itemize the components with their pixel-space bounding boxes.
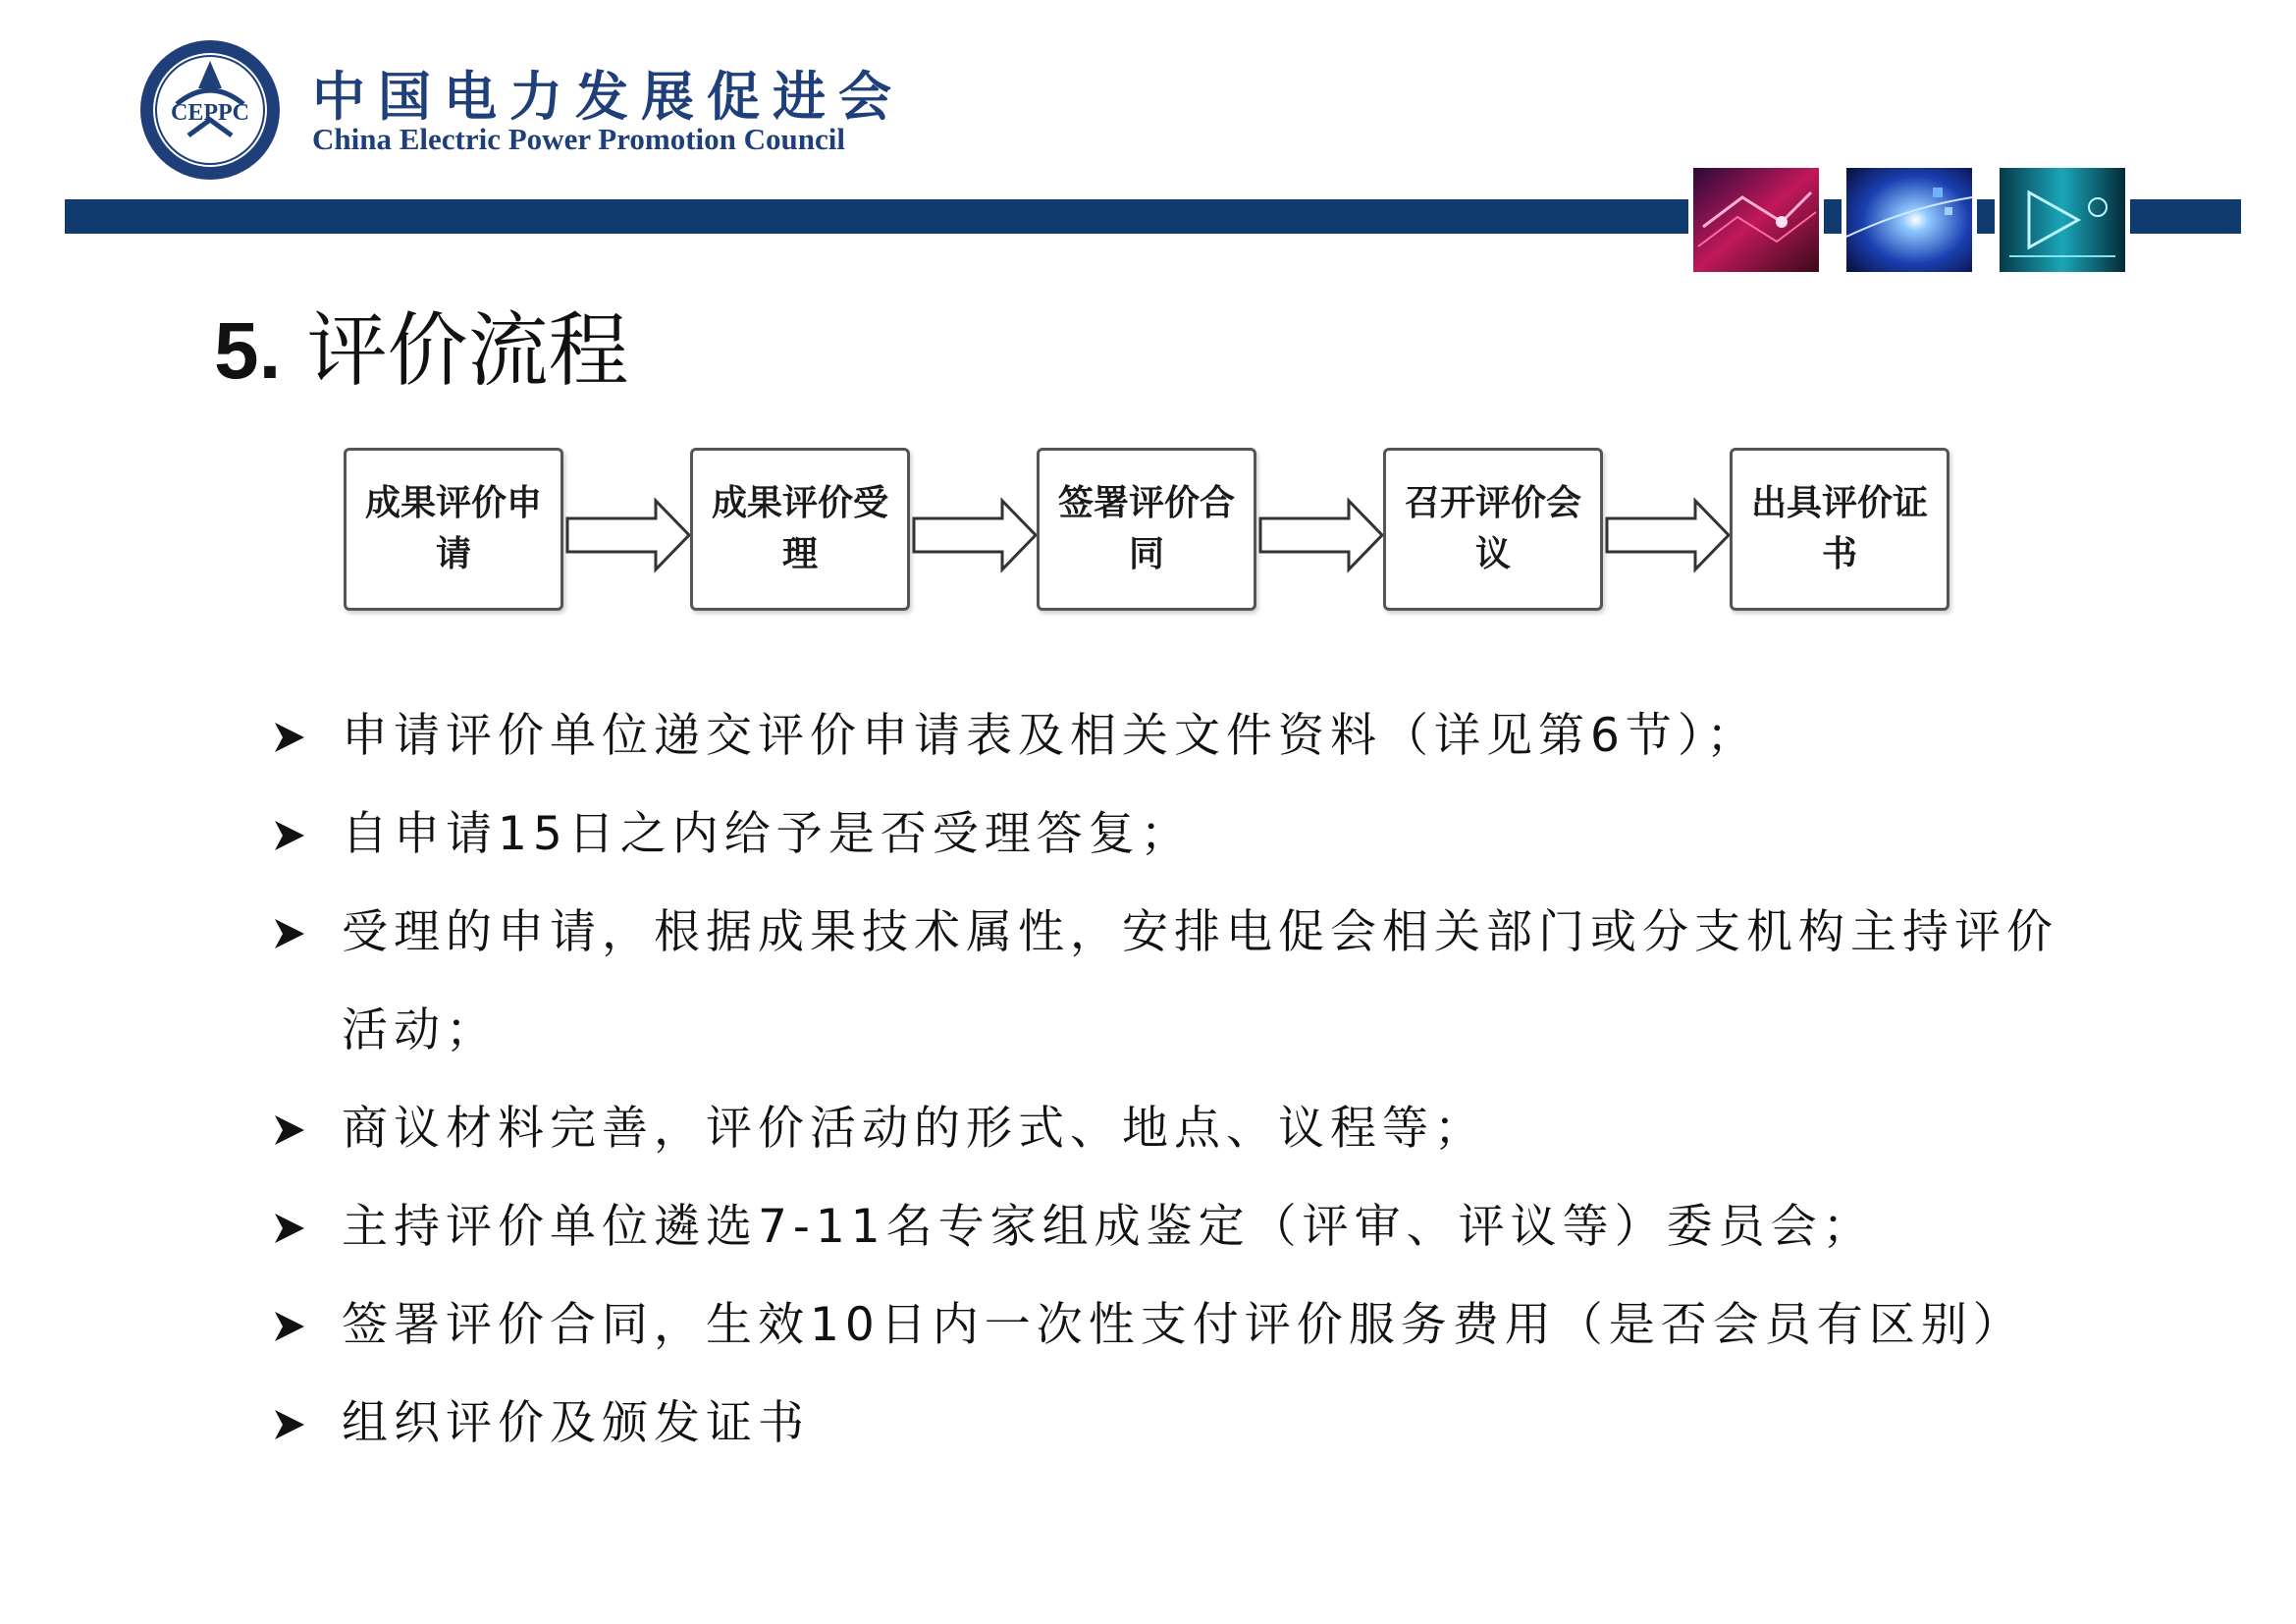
- arrow-right-icon: [1258, 497, 1386, 573]
- svg-text:CEPPC: CEPPC: [171, 100, 249, 126]
- arrowhead-bullet-icon: [273, 1113, 306, 1147]
- list-item: [265, 1276, 2091, 1375]
- bullet-text: 商议材料完善，评价活动的形式、地点、议程等；: [342, 1102, 1486, 1156]
- list-item: [265, 1080, 2091, 1178]
- flow-step-label: 签署评价合同: [1057, 483, 1235, 574]
- flow-step-meeting: [1383, 448, 1603, 611]
- arrow-right-icon: [912, 497, 1040, 573]
- title-text: 评价流程: [306, 304, 629, 398]
- flow-step-contract: [1037, 448, 1256, 611]
- ceppc-logo-icon: [137, 37, 283, 183]
- bullet-text: 自申请15日之内给予是否受理答复；: [342, 807, 1193, 861]
- arrow-right-icon: [565, 497, 693, 573]
- list-item: [265, 1178, 2091, 1276]
- org-name-en: China Electric Power Promotion Council: [312, 122, 846, 156]
- header-image-1: [1688, 163, 1824, 277]
- title-number: 5.: [214, 306, 282, 396]
- bullet-text: 组织评价及颁发证书: [342, 1396, 810, 1450]
- arrowhead-bullet-icon: [273, 1310, 306, 1343]
- arrowhead-bullet-icon: [273, 917, 306, 950]
- arrowhead-bullet-icon: [273, 1212, 306, 1245]
- process-bullet-list: [265, 687, 2091, 1473]
- list-item: [265, 1375, 2091, 1473]
- header-image-3: [1995, 163, 2130, 277]
- bullet-text: 受理的申请，根据成果技术属性，安排电促会相关部门或分支机构主持评价活动；: [342, 905, 2058, 1057]
- abstract-image-red-icon: [1693, 168, 1819, 272]
- bullet-text: 申请评价单位递交评价申请表及相关文件资料（详见第6节）；: [342, 709, 1759, 763]
- arrow-right-icon: [1605, 497, 1733, 573]
- flow-step-label: 成果评价申请: [364, 483, 542, 574]
- arrowhead-bullet-icon: [273, 1408, 306, 1441]
- flow-step-apply: [344, 448, 563, 611]
- abstract-image-teal-icon: [2000, 168, 2125, 272]
- org-name-cn: 中国电力发展促进会: [312, 66, 904, 128]
- list-item: [265, 785, 2091, 884]
- page-title: [214, 287, 628, 402]
- list-item: [265, 884, 2091, 1080]
- flow-step-accept: [690, 448, 910, 611]
- arrowhead-bullet-icon: [273, 721, 306, 754]
- flow-step-label: 出具评价证书: [1750, 483, 1928, 574]
- flow-step-label: 召开评价会议: [1404, 483, 1581, 574]
- abstract-image-blue-icon: [1846, 168, 1972, 272]
- header-image-2: [1842, 163, 1977, 277]
- flow-step-label: 成果评价受理: [711, 483, 888, 574]
- arrowhead-bullet-icon: [273, 819, 306, 852]
- flow-step-certificate: [1730, 448, 1949, 611]
- bullet-text: 主持评价单位遴选7-11名专家组成鉴定（评审、评议等）委员会；: [342, 1200, 1875, 1254]
- list-item: [265, 687, 2091, 785]
- bullet-text: 签署评价合同，生效10日内一次性支付评价服务费用（是否会员有区别）: [342, 1298, 2025, 1352]
